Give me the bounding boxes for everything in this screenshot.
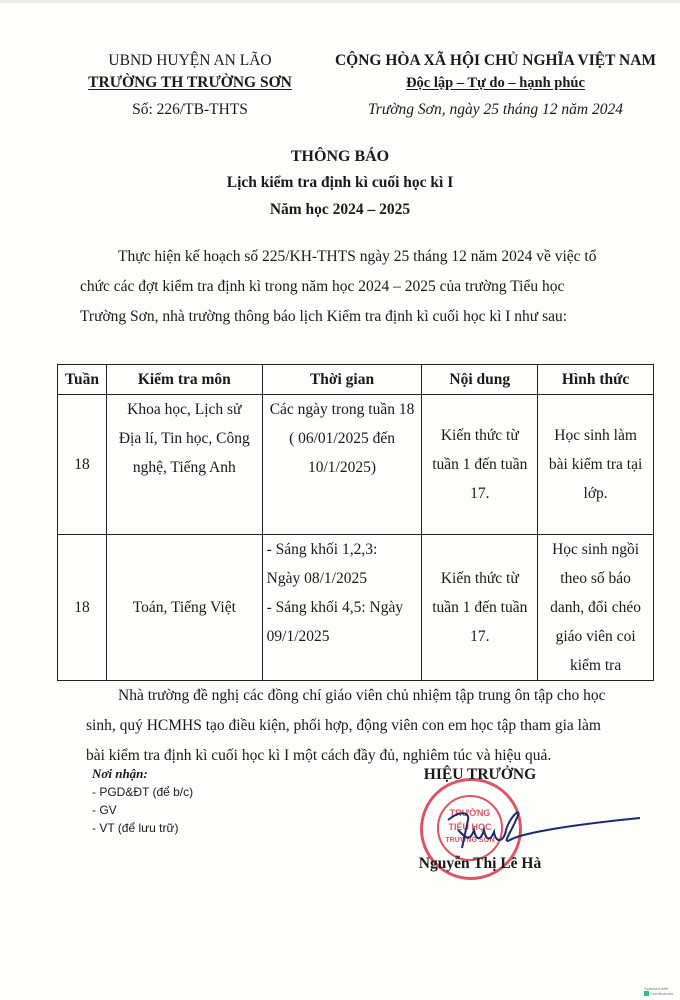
recipient-item: - VT (để lưu trữ): [92, 821, 179, 835]
intro-line: Trường Sơn, nhà trường thông báo lịch Kiểm tra định kì cuối học kì I như sau:: [80, 308, 568, 325]
cell-line: lớp.: [583, 485, 608, 502]
page-top-edge: [0, 0, 680, 3]
header-subject: Kiểm tra môn: [106, 365, 262, 395]
national-title: CỘNG HÒA XÃ HỘI CHỦ NGHĨA VIỆT NAM: [334, 52, 657, 69]
cell-line: ( 06/01/2025 đến: [289, 430, 395, 447]
header-time: Thời gian: [262, 365, 422, 395]
stamp-text: TRƯỜNG SƠN: [445, 837, 495, 844]
closing-paragraph: [86, 681, 646, 771]
handwritten-signature: [440, 800, 640, 860]
cell-line: nghệ, Tiếng Anh: [132, 459, 236, 476]
intro-paragraph: [80, 242, 640, 332]
cell-line: tuần 1 đến tuần: [432, 456, 528, 473]
national-motto-text: Độc lập – Tự do – hạnh phúc: [406, 75, 585, 91]
cell-time: [262, 535, 422, 681]
header-format: Hình thức: [538, 365, 654, 395]
cell-time: [262, 395, 422, 535]
stamp-text: TRƯỜNG: [449, 808, 491, 818]
header-content: Nội dung: [422, 365, 538, 395]
closing-line: Nhà trường đề nghị các đồng chí giáo viên chủ nhiệm tập trung ôn tập cho học: [118, 687, 606, 704]
cell-content: [422, 535, 538, 681]
document-title: THÔNG BÁO: [290, 148, 390, 165]
cell-line: 09/1/2025: [266, 628, 330, 645]
cell-format: [538, 535, 654, 681]
signer-name: Nguyễn Thị Lê Hà: [418, 855, 542, 872]
recipient-item: - PGD&ĐT (để b/c): [92, 785, 194, 799]
table-row: [58, 395, 654, 535]
intro-line: Thực hiện kế hoạch số 225/KH-THTS ngày 25 tháng 12 năm 2024 về việc tổ: [118, 248, 597, 265]
intro-line: chức các đợt kiểm tra định kì trong năm học 2024 – 2025 của trường Tiểu học: [80, 278, 565, 295]
cell-line: Kiến thức từ: [440, 427, 519, 444]
document-number: Số: 226/TB-THTS: [132, 101, 248, 118]
scanner-brand: CamScanner: [650, 991, 674, 996]
cell-line: bài kiểm tra tại: [548, 456, 643, 473]
cell-line: danh, đổi chéo: [550, 599, 641, 616]
cell-line: Khoa học, Lịch sử: [127, 401, 242, 418]
cell-format: [538, 395, 654, 535]
cell-line: kiểm tra: [569, 657, 622, 674]
exam-schedule-table: [57, 364, 654, 681]
scanner-caption: Scanned with: [644, 986, 669, 991]
recipient-item: - GV: [92, 803, 117, 817]
table-header-row: [58, 365, 654, 395]
signer-title: HIỆU TRƯỞNG: [423, 766, 537, 783]
national-motto: [318, 75, 673, 92]
cell-subjects: [106, 535, 262, 681]
cell-line: 17.: [470, 485, 490, 502]
cell-line: Kiến thức từ: [440, 570, 519, 587]
school-name-text: TRƯỜNG TH TRƯỜNG SƠN: [88, 74, 292, 91]
cell-line: giáo viên coi: [555, 628, 636, 645]
table-row: [58, 535, 654, 681]
cell-line: - Sáng khối 4,5: Ngày: [266, 599, 404, 616]
cell-week: 18: [58, 395, 107, 535]
authority-name: UBND HUYỆN AN LÃO: [108, 52, 272, 69]
recipients-heading: Nơi nhận:: [92, 766, 148, 781]
stamp-text: TIỂU HỌC: [448, 822, 492, 832]
cell-subjects: [106, 395, 262, 535]
cell-content: [422, 395, 538, 535]
document-subtitle: Lịch kiểm tra định kì cuối học kì I: [226, 174, 454, 191]
place-date: Trường Sơn, ngày 25 tháng 12 năm 2024: [368, 101, 623, 118]
camscanner-logo-icon: [644, 991, 649, 996]
cell-line: Học sinh ngồi: [552, 541, 640, 558]
cell-line: Địa lí, Tin học, Công: [118, 430, 250, 447]
cell-line: - Sáng khối 1,2,3:: [266, 541, 378, 558]
header-week: Tuần: [58, 365, 107, 395]
school-name: [70, 74, 310, 92]
cell-line: 10/1/2025): [308, 459, 377, 476]
cell-line: theo số báo: [560, 570, 631, 587]
cell-line: Ngày 08/1/2025: [266, 570, 367, 587]
cell-week: 18: [58, 535, 107, 681]
cell-line: Các ngày trong tuần 18: [269, 401, 415, 418]
recipients-block: [92, 765, 193, 837]
cell-line: tuần 1 đến tuần: [432, 599, 528, 616]
cell-line: 17.: [470, 628, 490, 645]
scanner-watermark: [644, 986, 673, 996]
closing-line: sinh, quý HCMHS tạo điều kiện, phối hợp, động viên con em học tập tham gia làm: [86, 717, 601, 734]
cell-line: Học sinh làm: [554, 427, 637, 444]
cell-line: Toán, Tiếng Việt: [132, 599, 236, 616]
closing-line: bài kiểm tra định kì cuối học kì I một cách đầy đủ, nghiêm túc và hiệu quả.: [86, 747, 552, 764]
school-year: Năm học 2024 – 2025: [269, 201, 411, 218]
signature-stroke: [448, 812, 640, 848]
